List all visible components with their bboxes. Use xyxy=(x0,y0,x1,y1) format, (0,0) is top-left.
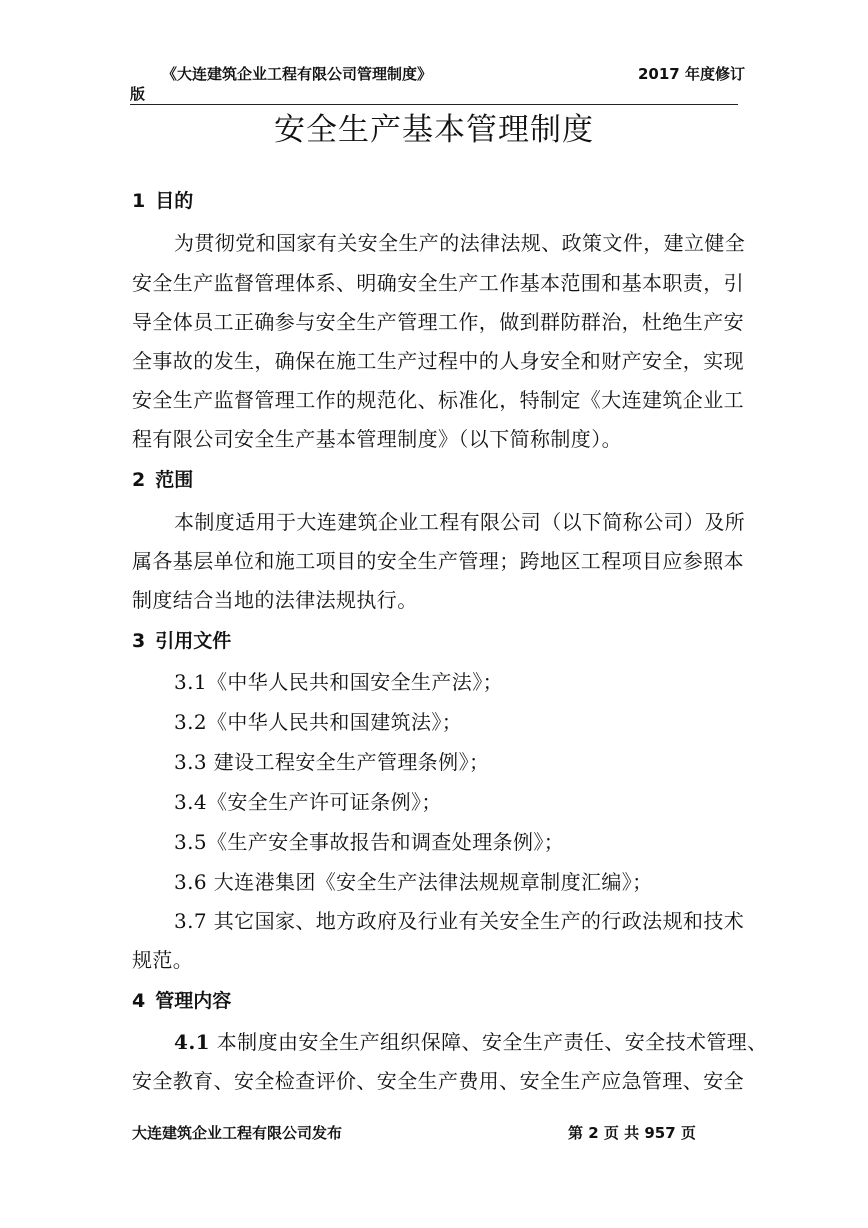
paragraph-line: 全事故的发生，确保在施工生产过程中的人身安全和财产安全，实现 xyxy=(132,349,744,373)
section-title: 范围 xyxy=(155,469,194,491)
footer-page-info: 第 2 页 共 957 页 xyxy=(568,1124,696,1142)
reference-item-continuation: 规范。 xyxy=(132,948,194,972)
page-title: 安全生产基本管理制度 xyxy=(274,112,594,148)
reference-item: 3.2《中华人民共和国建筑法》； xyxy=(174,710,463,734)
header-edition-wrap: 版 xyxy=(130,85,146,103)
paragraph-line: 程有限公司安全生产基本管理制度》（以下简称制度）。 xyxy=(132,427,622,451)
paragraph-line: 制度结合当地的法律法规执行。 xyxy=(132,588,418,612)
paragraph-text: 本制度由安全生产组织保障、安全生产责任、安全技术管理、 xyxy=(216,1030,768,1054)
section-heading-management xyxy=(132,988,231,1014)
section-number: 2 xyxy=(132,469,146,491)
paragraph-line xyxy=(174,1028,768,1056)
section-title: 引用文件 xyxy=(155,630,232,652)
header-edition: 2017 年度修订 xyxy=(638,65,745,83)
paragraph-line: 安全生产监督管理体系、明确安全生产工作基本范围和基本职责，引 xyxy=(132,271,744,295)
section-title: 管理内容 xyxy=(155,990,232,1012)
reference-item: 3.5《生产安全事故报告和调查处理条例》； xyxy=(174,830,565,854)
section-title: 目的 xyxy=(155,190,194,212)
reference-item: 3.1《中华人民共和国安全生产法》； xyxy=(174,670,504,694)
reference-item: 3.6 大连港集团《安全生产法律法规规章制度汇编》； xyxy=(174,870,653,894)
section-heading-scope xyxy=(132,467,193,493)
section-number: 3 xyxy=(132,630,146,652)
reference-item: 3.4《安全生产许可证条例》； xyxy=(174,790,442,814)
reference-item: 3.3 建设工程安全生产管理条例》； xyxy=(174,750,490,774)
header-document-title: 《大连建筑企业工程有限公司管理制度》 xyxy=(162,65,433,83)
reference-item: 3.7 其它国家、地方政府及行业有关安全生产的行政法规和技术 xyxy=(174,909,745,933)
paragraph-line: 为贯彻党和国家有关安全生产的法律法规、政策文件，建立健全 xyxy=(174,231,746,255)
paragraph-number: 4.1 xyxy=(174,1030,210,1054)
paragraph-line: 属各基层单位和施工项目的安全生产管理；跨地区工程项目应参照本 xyxy=(132,549,744,573)
header-divider xyxy=(130,104,738,105)
paragraph-line: 导全体员工正确参与安全生产管理工作，做到群防群治，杜绝生产安 xyxy=(132,310,744,334)
section-number: 1 xyxy=(132,190,146,212)
section-heading-purpose xyxy=(132,188,193,214)
paragraph-line: 安全生产监督管理工作的规范化、标准化，特制定《大连建筑企业工 xyxy=(132,388,744,412)
paragraph-line: 安全教育、安全检查评价、安全生产费用、安全生产应急管理、安全 xyxy=(132,1069,744,1093)
section-heading-references xyxy=(132,628,231,654)
footer-publisher: 大连建筑企业工程有限公司发布 xyxy=(132,1124,343,1142)
section-number: 4 xyxy=(132,990,146,1012)
paragraph-line: 本制度适用于大连建筑企业工程有限公司（以下简称公司）及所 xyxy=(174,510,746,534)
